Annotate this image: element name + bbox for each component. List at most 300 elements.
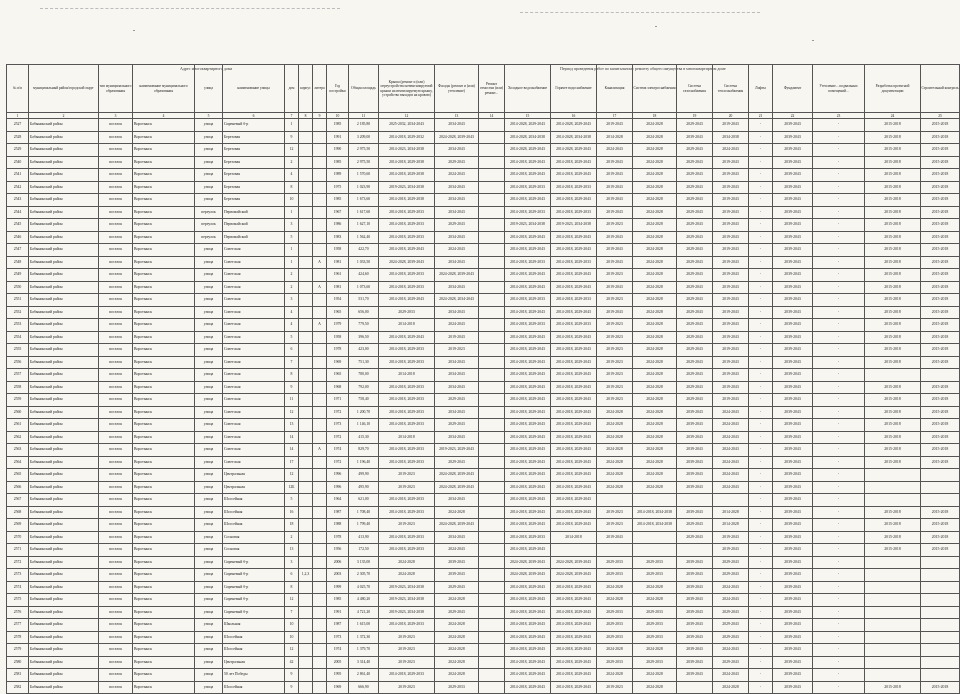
korpus-cell — [299, 131, 313, 144]
street-type-cell: переулок — [195, 206, 223, 219]
column-number: 22 — [773, 113, 813, 119]
table-row — [7, 381, 960, 394]
insulation-cell: - — [813, 194, 865, 207]
hot-water-cell: 2024-2028, 2039-2043 — [551, 556, 597, 569]
sewer-cell: 2029-2033 — [597, 631, 633, 644]
litera-cell — [313, 606, 327, 619]
mo-type-cell: поселок — [99, 306, 133, 319]
lift-cell: - — [749, 519, 773, 532]
mo-name-cell: Воротынск — [133, 481, 195, 494]
street-name-cell: Шоссейная — [223, 519, 285, 532]
design-docs-cell: 2015-2018 — [865, 531, 921, 544]
facade-period-cell: 2034-2043 — [435, 181, 479, 194]
sewer-cell: 2024-2028 — [597, 469, 633, 482]
design-docs-cell — [865, 606, 921, 619]
area-cell: 1 627,10 — [349, 219, 379, 232]
street-name-cell: Березовая — [223, 156, 285, 169]
street-name-cell: Сиреневый б-р — [223, 581, 285, 594]
mo-type-cell: поселок — [99, 519, 133, 532]
street-type-cell: улица — [195, 506, 223, 519]
facade-period-cell: 2034-2043 — [435, 281, 479, 294]
facade-period-cell: 2029-2043 — [435, 156, 479, 169]
table-row — [7, 244, 960, 257]
column-header: литера — [313, 65, 327, 113]
mo-type-cell: поселок — [99, 631, 133, 644]
mo-name-cell: Воротынск — [133, 681, 195, 694]
mo-name-cell: Воротынск — [133, 531, 195, 544]
roof-period-cell: 2014-2018, 2029-2033 — [379, 406, 435, 419]
electric-cell: 2029-2033 — [633, 656, 677, 669]
street-type-cell: улица — [195, 569, 223, 582]
column-header: № п/п — [7, 65, 29, 113]
electric-cell: 2024-2028 — [633, 206, 677, 219]
electric-cell: 2024-2028 — [633, 119, 677, 132]
foundation-cell: 2039-2043 — [773, 344, 813, 357]
street-type-cell: переулок — [195, 231, 223, 244]
district-cell: Бабынинский район — [29, 431, 99, 444]
design-docs-cell: 2015-2018 — [865, 281, 921, 294]
foundation-cell: 2039-2043 — [773, 306, 813, 319]
sewer-cell: 2029-2033 — [597, 619, 633, 632]
korpus-cell — [299, 531, 313, 544]
construction-control-cell: 2015-2018 — [921, 406, 960, 419]
korpus-cell — [299, 331, 313, 344]
street-type-cell: улица — [195, 181, 223, 194]
street-name-cell: Советская — [223, 419, 285, 432]
street-name-cell: Первомайский — [223, 231, 285, 244]
cold-water-cell: 2014-2018, 2029-2043 — [505, 331, 551, 344]
litera-cell — [313, 544, 327, 557]
heating-cell: 2024-2043 — [713, 644, 749, 657]
year-cell: 1985 — [327, 194, 349, 207]
blind-area-cell — [479, 406, 505, 419]
mo-type-cell: поселок — [99, 181, 133, 194]
hot-water-cell: 2014-2018, 2029-2043 — [551, 156, 597, 169]
heating-cell: 2024-2043 — [713, 444, 749, 457]
mo-type-cell: поселок — [99, 494, 133, 507]
year-cell: 1989 — [327, 169, 349, 182]
litera-cell — [313, 244, 327, 257]
litera-cell — [313, 644, 327, 657]
row-number: 2566 — [7, 481, 29, 494]
korpus-cell — [299, 369, 313, 382]
mo-name-cell: Воротынск — [133, 156, 195, 169]
area-cell: 1 570,60 — [349, 169, 379, 182]
roof-period-cell: 2019-2023, 2034-2038 — [379, 181, 435, 194]
facade-period-cell: 2029-2043 — [435, 219, 479, 232]
design-docs-cell — [865, 569, 921, 582]
district-cell: Бабынинский район — [29, 119, 99, 132]
insulation-cell: - — [813, 244, 865, 257]
litera-cell — [313, 594, 327, 607]
year-cell: 1954 — [327, 294, 349, 307]
blind-area-cell — [479, 606, 505, 619]
foundation-cell: 2039-2043 — [773, 144, 813, 157]
foundation-cell: 2039-2043 — [773, 594, 813, 607]
sewer-cell: 2019-2023 — [597, 369, 633, 382]
row-number: 2575 — [7, 594, 29, 607]
table-row — [7, 369, 960, 382]
heating-cell: 2014-2028 — [713, 519, 749, 532]
cold-water-cell: 2014-2018, 2029-2043 — [505, 381, 551, 394]
roof-period-cell: 2019-2023, 2034-2038 — [379, 606, 435, 619]
sewer-cell: 2029-2033 — [597, 656, 633, 669]
lift-cell: - — [749, 556, 773, 569]
street-name-cell: Советская — [223, 244, 285, 257]
district-cell: Бабынинский район — [29, 156, 99, 169]
cold-water-cell: 2014-2018, 2029-2043 — [505, 344, 551, 357]
street-type-cell: улица — [195, 381, 223, 394]
area-cell: 531,70 — [349, 294, 379, 307]
litera-cell — [313, 494, 327, 507]
hot-water-cell: 2014-2018, 2029-2043 — [551, 356, 597, 369]
roof-period-cell: 2014-2018, 2029-2033 — [379, 381, 435, 394]
mo-type-cell: поселок — [99, 606, 133, 619]
street-name-cell: Советская — [223, 369, 285, 382]
row-number: 2528 — [7, 131, 29, 144]
year-cell: 1972 — [327, 431, 349, 444]
foundation-cell: 2039-2043 — [773, 556, 813, 569]
mo-name-cell: Воротынск — [133, 219, 195, 232]
heating-cell: 2019-2043 — [713, 244, 749, 257]
house-cell: 8 — [285, 369, 299, 382]
construction-control-cell — [921, 481, 960, 494]
heating-cell: 2029-2043 — [713, 656, 749, 669]
lift-cell: - — [749, 219, 773, 232]
facade-period-cell: 2029-2043 — [435, 456, 479, 469]
table-row — [7, 256, 960, 269]
table-row — [7, 606, 960, 619]
foundation-cell: 2039-2043 — [773, 456, 813, 469]
sewer-cell: 2019-2023 — [597, 506, 633, 519]
insulation-cell: - — [813, 444, 865, 457]
area-cell: 1 615,00 — [349, 619, 379, 632]
facade-period-cell: 2034-2043 — [435, 494, 479, 507]
blind-area-cell — [479, 219, 505, 232]
street-type-cell: улица — [195, 344, 223, 357]
district-cell: Бабынинский район — [29, 556, 99, 569]
insulation-cell: - — [813, 481, 865, 494]
year-cell: 2005 — [327, 656, 349, 669]
table-row — [7, 544, 960, 557]
district-cell: Бабынинский район — [29, 681, 99, 694]
house-cell: 10 — [285, 194, 299, 207]
column-header: Фундамент — [773, 65, 813, 113]
insulation-cell: - — [813, 381, 865, 394]
table-row — [7, 619, 960, 632]
district-cell: Бабынинский район — [29, 319, 99, 332]
row-number: 2581 — [7, 669, 29, 682]
house-cell: 8 — [285, 181, 299, 194]
hot-water-cell: 2014-2018, 2029-2043 — [551, 644, 597, 657]
foundation-cell: 2039-2043 — [773, 319, 813, 332]
street-name-cell: Центральная — [223, 481, 285, 494]
sewer-cell: 2019-2023 — [597, 381, 633, 394]
mo-type-cell: поселок — [99, 619, 133, 632]
district-cell: Бабынинский район — [29, 631, 99, 644]
area-cell: 172,50 — [349, 544, 379, 557]
year-cell: 1996 — [327, 481, 349, 494]
electric-cell: 2024-2028 — [633, 319, 677, 332]
korpus-cell — [299, 169, 313, 182]
group-header-period: Период проведения работ по капитальному ремонту общего имущества в многоквартирном доме — [560, 66, 726, 71]
blind-area-cell — [479, 169, 505, 182]
street-name-cell: Сиреневый б-р — [223, 569, 285, 582]
gas-cell: 2029-2043 — [677, 381, 713, 394]
mo-type-cell: поселок — [99, 669, 133, 682]
construction-control-cell: 2015-2018 — [921, 544, 960, 557]
construction-control-cell — [921, 494, 960, 507]
house-cell: 10 — [285, 631, 299, 644]
street-type-cell: улица — [195, 244, 223, 257]
table-row — [7, 206, 960, 219]
hot-water-cell: 2014-2018, 2029-2043 — [551, 519, 597, 532]
lift-cell: - — [749, 231, 773, 244]
korpus-cell: 1,2,3 — [299, 569, 313, 582]
electric-cell: 2024-2028 — [633, 381, 677, 394]
hot-water-cell: 2014-2018, 2029-2043 — [551, 506, 597, 519]
construction-control-cell — [921, 669, 960, 682]
street-name-cell: Советская — [223, 381, 285, 394]
korpus-cell — [299, 444, 313, 457]
gas-cell: 2029-2043 — [677, 156, 713, 169]
gas-cell: 2029-2043 — [677, 231, 713, 244]
design-docs-cell: 2015-2018 — [865, 506, 921, 519]
year-cell: 1965 — [327, 306, 349, 319]
insulation-cell: - — [813, 406, 865, 419]
gas-cell: 2039-2043 — [677, 444, 713, 457]
row-number: 2576 — [7, 606, 29, 619]
lift-cell: - — [749, 144, 773, 157]
street-name-cell: Сиреневый б-р — [223, 556, 285, 569]
mo-name-cell: Воротынск — [133, 444, 195, 457]
hot-water-cell: 2014-2018, 2029-2033 — [551, 294, 597, 307]
street-type-cell: улица — [195, 319, 223, 332]
design-docs-cell: 2015-2018 — [865, 681, 921, 694]
blind-area-cell — [479, 131, 505, 144]
hot-water-cell: 2014-2018, 2029-2043 — [551, 631, 597, 644]
foundation-cell: 2039-2043 — [773, 194, 813, 207]
gas-cell: 2039-2043 — [677, 469, 713, 482]
insulation-cell: - — [813, 531, 865, 544]
gas-cell: 2029-2043 — [677, 256, 713, 269]
lift-cell: - — [749, 319, 773, 332]
street-type-cell: улица — [195, 469, 223, 482]
house-cell: 9 — [285, 131, 299, 144]
heating-cell: 2029-2043 — [713, 569, 749, 582]
blind-area-cell — [479, 281, 505, 294]
cold-water-cell: 2014-2018, 2029-2043 — [505, 494, 551, 507]
district-cell: Бабынинский район — [29, 519, 99, 532]
column-number: 3 — [99, 113, 133, 119]
design-docs-cell: 2015-2018 — [865, 206, 921, 219]
electric-cell: 2024-2028 — [633, 281, 677, 294]
mo-type-cell: поселок — [99, 294, 133, 307]
column-number: 7 — [285, 113, 299, 119]
street-name-cell: Первомайский — [223, 206, 285, 219]
blind-area-cell — [479, 194, 505, 207]
heating-cell: 2019-2043 — [713, 294, 749, 307]
scan-speck — [812, 40, 814, 41]
design-docs-cell — [865, 494, 921, 507]
house-cell: 9 — [285, 681, 299, 694]
korpus-cell — [299, 419, 313, 432]
heating-cell: 2019-2043 — [713, 256, 749, 269]
house-cell: 9 — [285, 669, 299, 682]
street-type-cell: улица — [195, 669, 223, 682]
korpus-cell — [299, 619, 313, 632]
cold-water-cell: 2014-2018, 2029-2033 — [505, 319, 551, 332]
gas-cell: 2029-2043 — [677, 294, 713, 307]
lift-cell: - — [749, 206, 773, 219]
litera-cell — [313, 206, 327, 219]
blind-area-cell — [479, 306, 505, 319]
mo-type-cell: поселок — [99, 556, 133, 569]
electric-cell: 2024-2028 — [633, 244, 677, 257]
sewer-cell: 2019-2023 — [597, 331, 633, 344]
foundation-cell: 2039-2043 — [773, 219, 813, 232]
foundation-cell: 2039-2043 — [773, 531, 813, 544]
insulation-cell: - — [813, 156, 865, 169]
lift-cell: - — [749, 356, 773, 369]
hot-water-cell: 2014-2018, 2029-2043 — [551, 681, 597, 694]
cold-water-cell: 2014-2018, 2029-2043 — [505, 619, 551, 632]
cold-water-cell: 2014-2028, 2029-2043 — [505, 119, 551, 132]
facade-period-cell: 2024-2028, 2034-2043 — [435, 294, 479, 307]
hot-water-cell: 2014-2018, 2029-2033 — [551, 319, 597, 332]
column-number: 5 — [195, 113, 223, 119]
mo-type-cell: поселок — [99, 506, 133, 519]
heating-cell: 2019-2043 — [713, 331, 749, 344]
blind-area-cell — [479, 344, 505, 357]
litera-cell — [313, 631, 327, 644]
scan-speck — [655, 26, 657, 27]
house-cell: 1 — [285, 256, 299, 269]
house-cell: 13 — [285, 544, 299, 557]
area-cell: 1 799,40 — [349, 519, 379, 532]
house-cell: 17 — [285, 456, 299, 469]
roof-period-cell: 2014-2018, 2029-2033 — [379, 219, 435, 232]
litera-cell — [313, 144, 327, 157]
year-cell: 1996 — [327, 469, 349, 482]
design-docs-cell — [865, 669, 921, 682]
litera-cell — [313, 581, 327, 594]
cold-water-cell: 2014-2018, 2029-2043 — [505, 631, 551, 644]
design-docs-cell: 2015-2018 — [865, 144, 921, 157]
area-cell: 1 023,90 — [349, 181, 379, 194]
construction-control-cell: 2015-2018 — [921, 394, 960, 407]
mo-type-cell: поселок — [99, 531, 133, 544]
insulation-cell: - — [813, 656, 865, 669]
roof-period-cell: 2019-2023 — [379, 469, 435, 482]
roof-period-cell: 2014-2018, 2029-2043 — [379, 331, 435, 344]
year-cell: 1969 — [327, 681, 349, 694]
korpus-cell — [299, 681, 313, 694]
design-docs-cell: 2015-2018 — [865, 456, 921, 469]
electric-cell: 2024-2028 — [633, 456, 677, 469]
lift-cell: - — [749, 569, 773, 582]
district-cell: Бабынинский район — [29, 506, 99, 519]
year-cell: 1985 — [327, 156, 349, 169]
hot-water-cell: 2014-2018, 2029-2043 — [551, 281, 597, 294]
construction-control-cell: 2015-2018 — [921, 219, 960, 232]
district-cell: Бабынинский район — [29, 619, 99, 632]
mo-type-cell: поселок — [99, 469, 133, 482]
sewer-cell: 2019-2043 — [597, 244, 633, 257]
mo-type-cell: поселок — [99, 394, 133, 407]
area-cell: 495,90 — [349, 481, 379, 494]
district-cell: Бабынинский район — [29, 344, 99, 357]
design-docs-cell: 2015-2018 — [865, 219, 921, 232]
mo-name-cell: Воротынск — [133, 344, 195, 357]
gas-cell — [677, 544, 713, 557]
street-type-cell: улица — [195, 656, 223, 669]
construction-control-cell: 2015-2018 — [921, 306, 960, 319]
heating-cell: 2019-2043 — [713, 119, 749, 132]
facade-period-cell: 2034-2043 — [435, 369, 479, 382]
street-type-cell: улица — [195, 169, 223, 182]
electric-cell: 2024-2028 — [633, 256, 677, 269]
insulation-cell: - — [813, 331, 865, 344]
heating-cell: 2024-2043 — [713, 431, 749, 444]
table-row — [7, 344, 960, 357]
cold-water-cell: 2014-2018, 2029-2033 — [505, 181, 551, 194]
lift-cell: - — [749, 469, 773, 482]
mo-name-cell: Воротынск — [133, 606, 195, 619]
district-cell: Бабынинский район — [29, 369, 99, 382]
column-number: 24 — [865, 113, 921, 119]
mo-name-cell: Воротынск — [133, 131, 195, 144]
blind-area-cell — [479, 644, 505, 657]
cold-water-cell: 2024-2028, 2039-2043 — [505, 569, 551, 582]
foundation-cell: 2039-2043 — [773, 381, 813, 394]
street-type-cell: улица — [195, 619, 223, 632]
korpus-cell — [299, 181, 313, 194]
street-name-cell: Советская — [223, 281, 285, 294]
area-cell: 1 562,40 — [349, 231, 379, 244]
cold-water-cell: 2014-2018, 2029-2043 — [505, 669, 551, 682]
construction-control-cell: 2015-2018 — [921, 181, 960, 194]
row-number: 2580 — [7, 656, 29, 669]
street-type-cell: улица — [195, 431, 223, 444]
foundation-cell: 2039-2043 — [773, 519, 813, 532]
mo-name-cell: Воротынск — [133, 319, 195, 332]
blind-area-cell — [479, 369, 505, 382]
roof-period-cell: 2019-2023 — [379, 481, 435, 494]
korpus-cell — [299, 356, 313, 369]
house-cell: 9 — [285, 381, 299, 394]
street-type-cell: улица — [195, 119, 223, 132]
street-type-cell: улица — [195, 144, 223, 157]
cold-water-cell: 2014-2018, 2029-2043 — [505, 281, 551, 294]
street-name-cell: Березовая — [223, 144, 285, 157]
table-row — [7, 506, 960, 519]
electric-cell: 2024-2028 — [633, 131, 677, 144]
litera-cell: А — [313, 281, 327, 294]
litera-cell — [313, 531, 327, 544]
construction-control-cell: 2015-2018 — [921, 281, 960, 294]
house-cell: 12 — [285, 406, 299, 419]
blind-area-cell — [479, 356, 505, 369]
foundation-cell: 2039-2043 — [773, 644, 813, 657]
table-row — [7, 469, 960, 482]
table-row — [7, 494, 960, 507]
facade-period-cell: 2024-2028, 2039-2043 — [435, 131, 479, 144]
litera-cell — [313, 481, 327, 494]
sewer-cell: 2019-2023 — [597, 681, 633, 694]
row-number: 2547 — [7, 244, 29, 257]
house-cell: 16 — [285, 506, 299, 519]
